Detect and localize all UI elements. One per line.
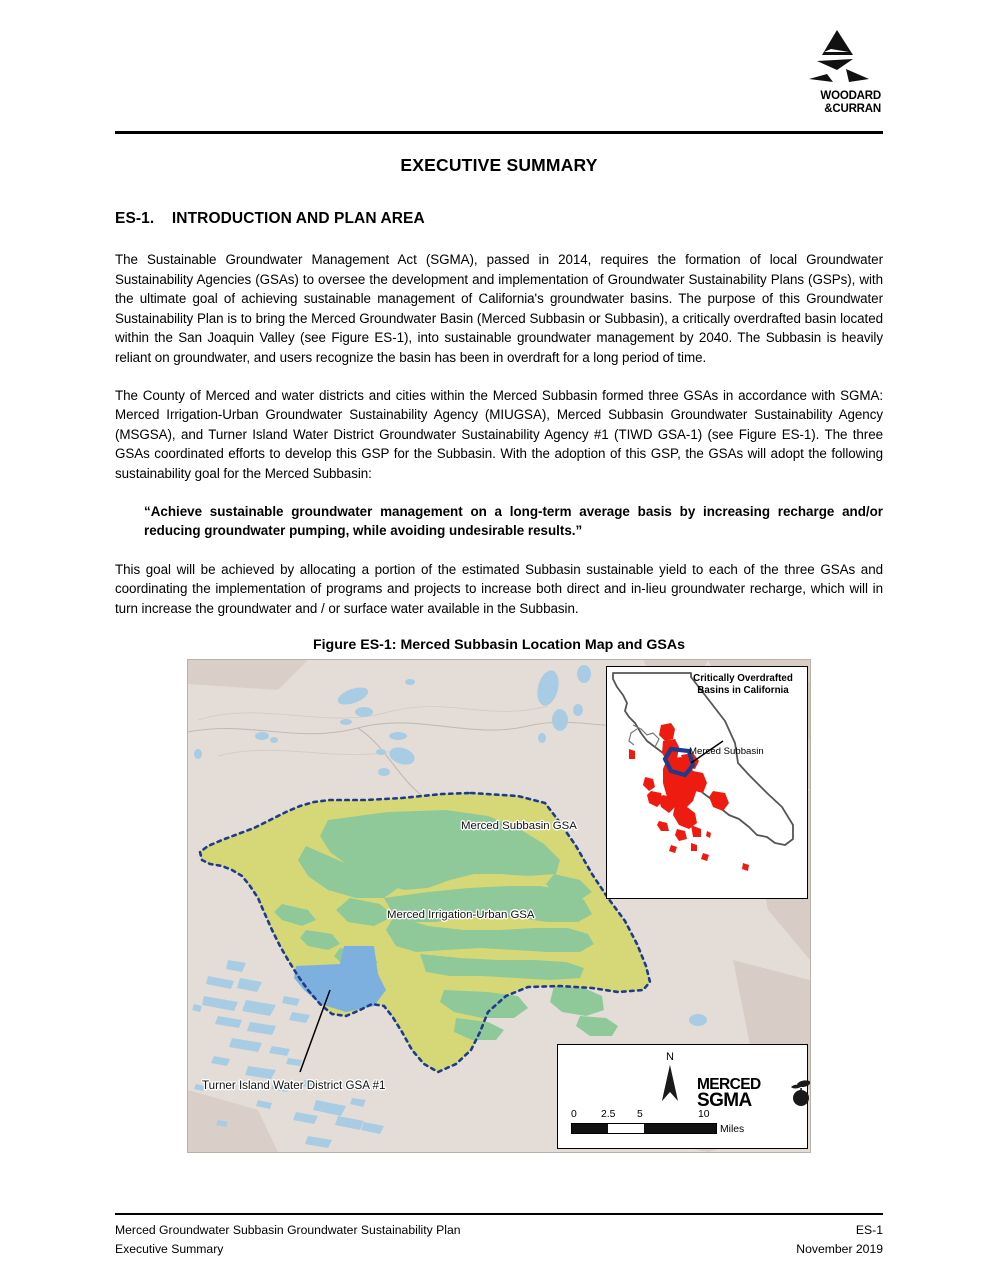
scale-tick-10: 10 xyxy=(698,1108,710,1120)
inset-callout-merced-subbasin: Merced Subbasin xyxy=(689,745,764,757)
map-label-merced-subbasin-gsa: Merced Subbasin GSA xyxy=(461,819,577,832)
footer-document-title: Merced Groundwater Subbasin Groundwater Sustainability Plan xyxy=(115,1223,461,1237)
inset-title-line2: Basins in California xyxy=(697,684,789,696)
figure-es-1 xyxy=(115,637,883,1153)
merced-subbasin-location-map[interactable] xyxy=(187,659,811,1153)
scale-units-label: Miles xyxy=(720,1123,745,1135)
scale-tick-0: 0 xyxy=(571,1108,577,1120)
page-footer xyxy=(115,1221,883,1259)
map-legend-box xyxy=(557,1044,808,1149)
scale-bar-group xyxy=(571,1108,745,1135)
document-body xyxy=(115,155,883,1153)
logo-wordmark-line1: WOODARD xyxy=(820,90,881,102)
footer-page-number: ES-1 xyxy=(855,1223,883,1237)
california-inset-graphic xyxy=(607,667,807,898)
inset-title xyxy=(684,673,802,697)
scale-tick-2-5: 2.5 xyxy=(601,1108,616,1120)
page-title: EXECUTIVE SUMMARY xyxy=(400,155,598,175)
california-inset-map[interactable] xyxy=(606,666,808,899)
paragraph-gsas: The County of Merced and water districts and cities within the Merced Subbasin formed three GSAs in accordance with SGMA: Merced Irrigation-Urban Groundwater Sustainability Agency (MIUGSA), Merced Subbasin Groundwater Sustainability Agency (MSGSA), and Turner Island Water District Groundwater Sustainability Agency #1 (TIWD GSA-1) (see Figure ES-1). The three GSAs coordinated efforts to develop this GSP for the Subbasin. With the adoption of this GSP, the GSAs will adopt the following sustainability goal for the Merced Subbasin: xyxy=(115,387,883,481)
sustainability-goal-quote: “Achieve sustainable groundwater management on a long-term average basis by increasing recharge and/or reducing groundwater pumping, while avoiding undesirable results.” xyxy=(144,503,883,539)
figure-caption: Figure ES-1: Merced Subbasin Location Map and GSAs xyxy=(312,636,686,653)
merced-sgma-line1: MERCED xyxy=(697,1075,761,1093)
footer-date: November 2019 xyxy=(796,1242,883,1256)
merced-sgma-line2: SGMA xyxy=(697,1090,752,1111)
apple-leaf-icon xyxy=(789,1078,811,1108)
merced-sgma-logo xyxy=(697,1075,793,1111)
north-arrow-group xyxy=(658,1051,682,1108)
woodard-curran-logo xyxy=(791,28,883,124)
paragraph-closing: This goal will be achieved by allocating a portion of the estimated Subbasin sustainable yield to each of the three GSAs and coordinating the implementation of programs and projects to increase both direct and in-lieu groundwater recharge, which will in turn increase the groundwater and / or surface water available in the Subbasin. xyxy=(115,561,883,616)
inset-title-line1: Critically Overdrafted xyxy=(693,672,793,684)
woodard-curran-triangle-icon xyxy=(791,28,883,90)
map-label-turner-island-water-district-gsa: Turner Island Water District GSA #1 xyxy=(202,1078,386,1092)
scale-bar xyxy=(571,1123,717,1134)
header-divider xyxy=(115,131,883,134)
logo-wordmark-line2: &CURRAN xyxy=(824,102,881,115)
north-arrow-icon xyxy=(659,1063,681,1103)
scale-tick-5: 5 xyxy=(637,1108,643,1120)
paragraph-intro: The Sustainable Groundwater Management Act (SGMA), passed in 2014, requires the formation of local Groundwater Sustainability Agencies (GSAs) to oversee the development and implementation of Groundwater Sustainability Plans (GSPs), with the ultimate goal of achieving sustainable management of California's groundwater basins. The purpose of this Groundwater Sustainability Plan is to bring the Merced Groundwater Basin (Merced Subbasin or Subbasin), a critically overdrafted basin located within the San Joaquin Valley (see Figure ES-1), into sustainable groundwater management by 2040. The Subbasin is heavily reliant on groundwater, and users recognize the basin has been in overdraft for a long period of time. xyxy=(115,252,883,365)
map-label-merced-irrigation-urban-gsa: Merced Irrigation-Urban GSA xyxy=(387,908,535,921)
footer-divider xyxy=(115,1213,883,1215)
footer-section-name: Executive Summary xyxy=(115,1242,224,1256)
north-letter: N xyxy=(666,1050,674,1063)
section-heading-es-1: ES-1. INTRODUCTION AND PLAN AREA xyxy=(115,210,425,227)
page-header xyxy=(0,0,995,140)
